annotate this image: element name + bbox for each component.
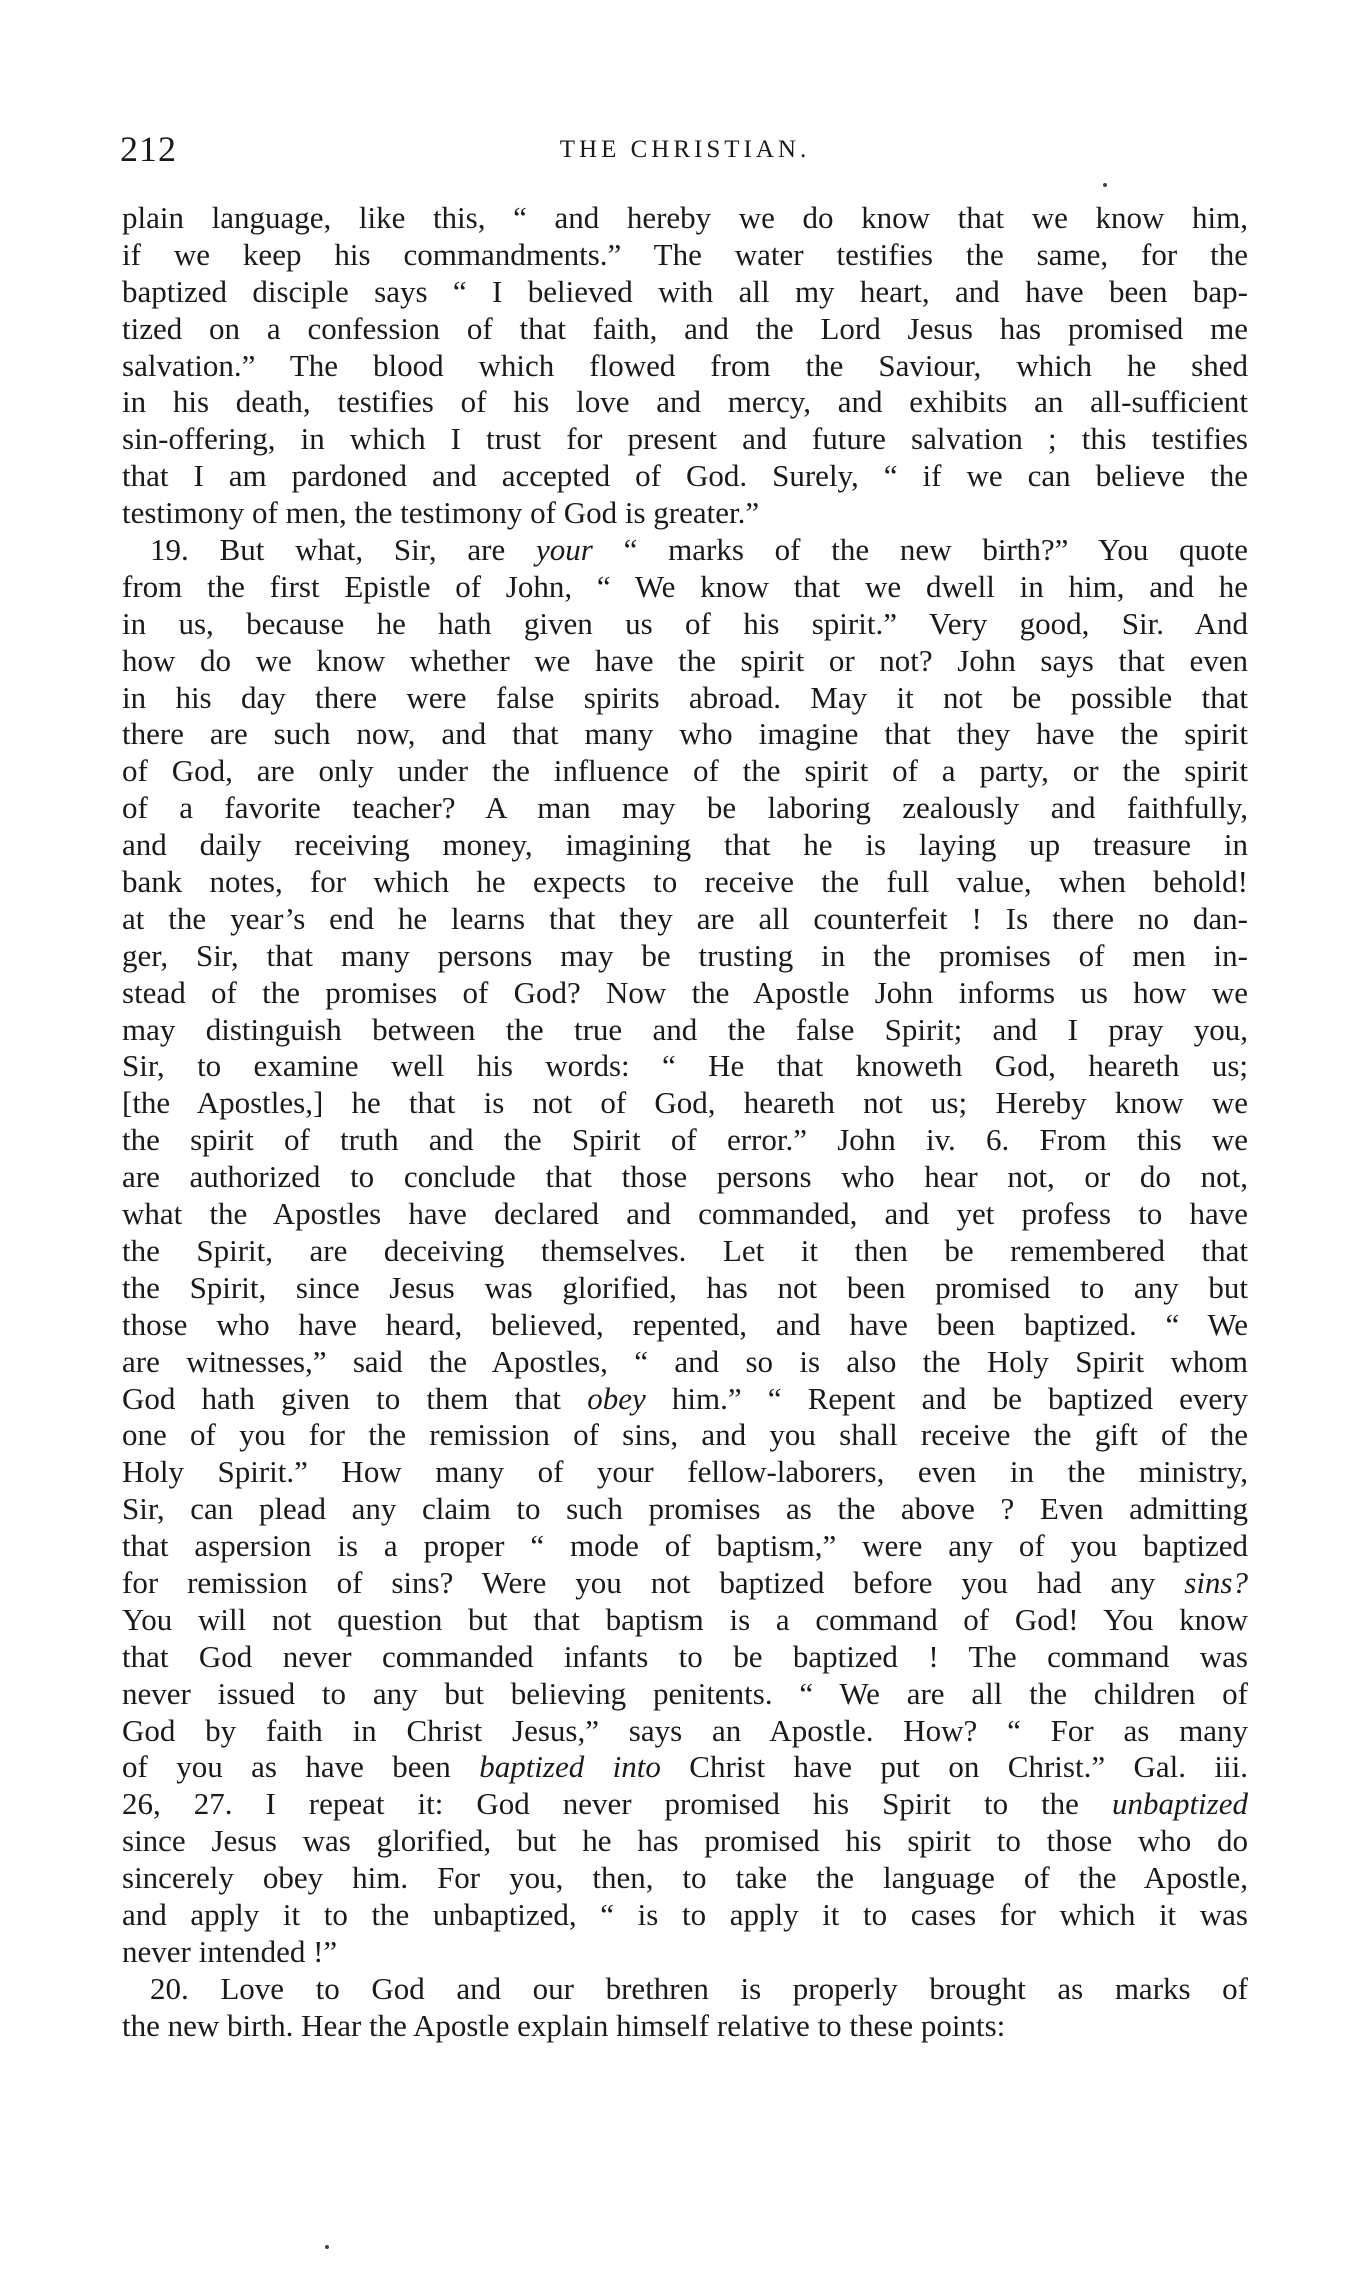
text-line: that aspersion is a proper “ mode of baptism,” were any of you baptized [122,1528,1248,1564]
paragraph [122,1971,1248,2045]
text-line: ger, Sir, that many persons may be trusting in the promises of men in- [122,937,1248,973]
paragraph [122,200,1248,532]
text-line: 20. Love to God and our brethren is properly brought as marks of [150,1970,1248,2006]
text-line: at the year’s end he learns that they are all counterfeit ! Is there no dan- [122,900,1248,936]
body-text [122,200,1248,2045]
text-line: there are such now, and that many who imagine that they have the spirit [122,716,1248,752]
text-line: 26, 27. I repeat it: God never promised his Spirit to the unbaptized [122,1786,1248,1822]
text-line: in us, because he hath given us of his spirit.” Very good, Sir. And [122,605,1248,641]
text-line: the Spirit, are deceiving themselves. Let it then be remembered that [122,1232,1248,1268]
text-line: Sir, to examine well his words: “ He that knoweth God, heareth us; [122,1048,1248,1084]
text-line: 19. But what, Sir, are your “ marks of the new birth?” You quote [150,532,1248,568]
text-line: those who have heard, believed, repented, and have been baptized. “ We [122,1306,1248,1342]
text-line: are witnesses,” said the Apostles, “ and so is also the Holy Spirit whom [122,1343,1248,1379]
text-line: may distinguish between the true and the false Spirit; and I pray you, [122,1011,1248,1047]
text-line: sincerely obey him. For you, then, to take the language of the Apostle, [122,1860,1248,1896]
text-line: of a favorite teacher? A man may be laboring zealously and faithfully, [122,790,1248,826]
text-line: never issued to any but believing penitents. “ We are all the children of [122,1675,1248,1711]
text-line: God by faith in Christ Jesus,” says an Apostle. How? “ For as many [122,1712,1248,1748]
text-line: the new birth. Hear the Apostle explain himself relative to these points: [122,2007,1006,2043]
text-line: of you as have been baptized into Christ have put on Christ.” Gal. iii. [122,1749,1248,1785]
text-line: baptized disciple says “ I believed with all my heart, and have been bap- [122,273,1248,309]
text-line: are authorized to conclude that those persons who hear not, or do not, [122,1159,1248,1195]
text-line: one of you for the remission of sins, and you shall receive the gift of the [122,1417,1248,1453]
text-line: that I am pardoned and accepted of God. Surely, “ if we can believe the [122,458,1248,494]
text-line: tized on a confession of that faith, and the Lord Jesus has promised me [122,310,1248,346]
text-line: plain language, like this, “ and hereby we do know that we know him, [122,200,1248,235]
text-line: from the first Epistle of John, “ We know that we dwell in him, and he [122,568,1248,604]
text-line: the Spirit, since Jesus was glorified, has not been promised to any but [122,1269,1248,1305]
text-line: salvation.” The blood which flowed from the Saviour, which he shed [122,347,1248,383]
text-line: God hath given to them that obey him.” “ Repent and be baptized every [122,1380,1248,1416]
text-line: bank notes, for which he expects to receive the full value, when behold! [122,864,1248,900]
text-line: for remission of sins? Were you not baptized before you had any sins? [122,1564,1248,1600]
text-line: that God never commanded infants to be baptized ! The command was [122,1638,1248,1674]
page-number: 212 [120,129,177,169]
ink-speck [325,2245,329,2249]
text-line: never intended !” [122,1933,338,1969]
text-line: since Jesus was glorified, but he has promised his spirit to those who do [122,1823,1248,1859]
text-line: if we keep his commandments.” The water testifies the same, for the [122,236,1248,272]
text-line: what the Apostles have declared and commanded, and yet profess to have [122,1196,1248,1232]
page-header [120,128,1250,178]
text-line: sin-offering, in which I trust for present and future salvation ; this testifies [122,421,1248,457]
text-line: in his death, testifies of his love and mercy, and exhibits an all-sufficient [122,384,1248,420]
text-line: You will not question but that baptism is a command of God! You know [122,1601,1248,1637]
text-line: [the Apostles,] he that is not of God, heareth not us; Hereby know we [122,1085,1248,1121]
text-line: the spirit of truth and the Spirit of error.” John iv. 6. From this we [122,1122,1248,1158]
paragraph [122,532,1248,1971]
text-line: testimony of men, the testimony of God is greater.” [122,495,760,531]
text-line: stead of the promises of God? Now the Apostle John informs us how we [122,974,1248,1010]
text-line: Sir, can plead any claim to such promises as the above ? Even admitting [122,1491,1248,1527]
running-title: THE CHRISTIAN. [559,136,811,163]
text-line: Holy Spirit.” How many of your fellow-laborers, even in the ministry, [122,1454,1248,1490]
text-line: in his day there were false spirits abroad. May it not be possible that [122,679,1248,715]
ink-speck [1103,183,1107,187]
text-line: of God, are only under the influence of the spirit of a party, or the spirit [122,753,1248,789]
text-line: and apply it to the unbaptized, “ is to apply it to cases for which it was [122,1896,1248,1932]
text-line: how do we know whether we have the spirit or not? John says that even [122,642,1248,678]
text-line: and daily receiving money, imagining that he is laying up treasure in [122,827,1248,863]
